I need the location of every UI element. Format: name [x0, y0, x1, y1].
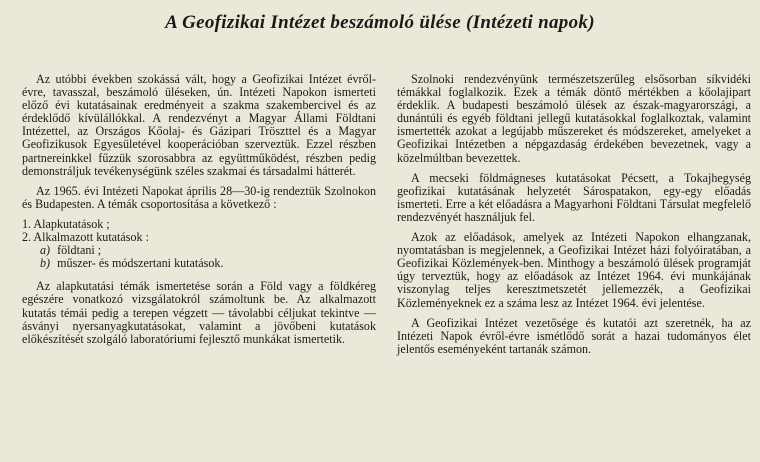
paragraph: Az 1965. évi Intézeti Napokat április 28—30-ig rendeztük Szolnokon és Budapesten. A témák csoportosítása a következő :	[22, 183, 376, 211]
paragraph: Az alapkutatási témák ismertetése során a Föld vagy a földkéreg egészére vonatkozó vizsgálatokról számoltunk be. Az alkalmazott kutatás témái pedig a terepen végzett — távolabbi céljukat tekintve — ásványi nyersanyagkutatásokat, valamint a jövőbeni kutatások előkészítését szolgáló laboratóriumi fejlesztő munkákat ismertetik.	[22, 279, 376, 346]
paragraph: Szolnoki rendezvényünk természetszerűleg elsősorban síkvidéki témákkal foglalkozik. Ezek a témák döntő mértékben a kőolajipart érdeklik. A budapesti beszámoló ülések az észak-magyarországi, a dunántúli és egyéb földtani jellegű kutatásokkal foglalkoztak, valamint ismertették azokat a legújabb műszereket és módszereket, amelyeket a Geofizikai Intézetben a népgazdaság érdekében bevezetnek, vagy a közelmúltban bevezettek.	[397, 72, 751, 165]
paragraph: A mecseki földmágneses kutatásokat Pécsett, a Tokajhegység geofizikai kutatásának helyzetét Sárospatakon, egy-egy előadás ismerteti. Erre a két előadásra a Magyarhoni Földtani Társulat megfelelő rendezvényét használjuk fel.	[397, 170, 751, 224]
sub-list-text: műszer- és módszertani kutatások.	[57, 256, 224, 271]
sub-list-marker: a)	[40, 243, 51, 258]
topic-list	[22, 218, 376, 270]
paragraph: A Geofizikai Intézet vezetősége és kutatói azt szeretnék, ha az Intézeti Napok évről-évre ismétlődő sorát a hazai tudományos élet jelentős eseményeként tartanák számon.	[397, 315, 751, 356]
paragraph: Azok az előadások, amelyek az Intézeti Napokon elhangzanak, nyomtatásban is megjelennek, a Geofizikai Intézet házi folyóiratában, a Geofizikai Közlemények-ben. Minthogy a beszámoló ülések programját úgy terveztük, hogy az előadások az Intézet 1964. évi munkájának viszonylag teljes keresztmetszetét jellemezzék, a Geofizikai Közleményeknek ez a száma lesz az Intézet 1964. évi jelentése.	[397, 230, 751, 310]
sub-list-text: földtani ;	[57, 243, 102, 258]
sub-list-item	[22, 257, 376, 270]
sub-list-marker: b)	[40, 256, 51, 271]
left-column	[22, 73, 376, 353]
article-title: A Geofizikai Intézet beszámoló ülése (Intézeti napok)	[165, 12, 595, 33]
right-column	[397, 73, 751, 363]
list-item: 1. Alapkutatások ;	[22, 216, 110, 231]
list-item: 2. Alkalmazott kutatások :	[22, 230, 149, 245]
paragraph: Az utóbbi években szokássá vált, hogy a Geofizikai Intézet évről-évre, tavasszal, beszámoló üléseken, ún. Intézeti Napokon ismerteti előző évi kutatásainak eredményeit a szakma szakembercivel és az érdeklődő kívülállókkal. A rendezvényt a Magyar Állami Földtani Intézettel, az Országos Kőolaj- és Gázipari Tröszttel és a Magyar Geofizikusok Egyesületével kooperációban szerveztük. Ezzel részben partnereinkkel fűzzük szorosabbra az együttműködést, részben pedig demonstráljuk tevékenységünk széles szakmai és társadalmi hátterét.	[22, 72, 376, 178]
